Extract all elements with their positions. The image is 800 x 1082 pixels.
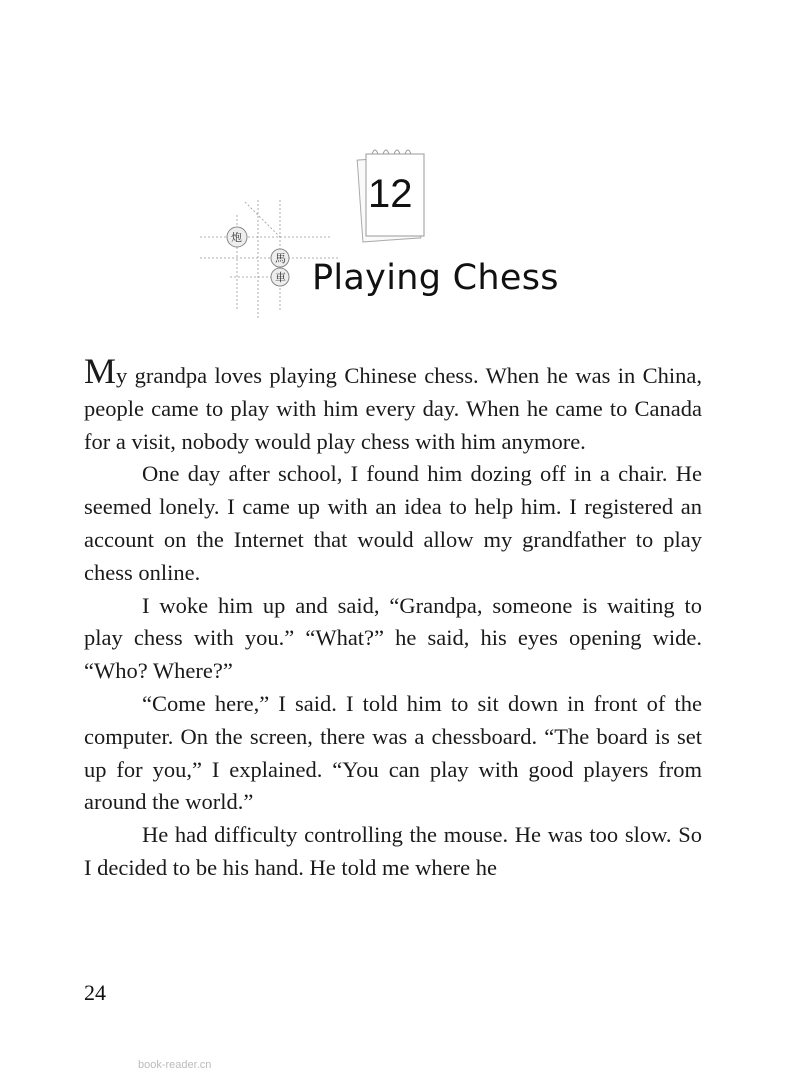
paragraph: One day after school, I found him dozing off in a chair. He seemed lonely. I came up with an idea to help him. I registered an account on the Internet that would allow my grandfather to play chess online. [84, 461, 702, 585]
paragraph: I woke him up and said, “Grandpa, someone is waiting to play chess with you.” “What?” he said, his eyes opening wide. “Who? Where?” [84, 592, 702, 684]
watermark: book-reader.cn [138, 1059, 212, 1071]
svg-text:馬: 馬 [275, 252, 286, 265]
chapter-body [84, 351, 702, 885]
paragraph: “Come here,” I said. I told him to sit down in front of the computer. On the screen, there was a chessboard. “The board is set up for you,” I explained. “You can play with good players from around the world.” [84, 690, 702, 815]
chapter-number: 12 [368, 172, 413, 216]
dropcap: M [84, 351, 117, 391]
paragraph: He had difficulty controlling the mouse. He was too slow. So I decided to be his hand. He told me where he [84, 822, 702, 880]
chapter-title: Playing Chess [312, 258, 559, 298]
svg-text:炮: 炮 [231, 231, 242, 244]
paragraph: My grandpa loves playing Chinese chess. When he was in China, people came to play with him every day. When he came to Canada for a visit, nobody would play chess with him anymore. [84, 351, 702, 454]
svg-text:車: 車 [275, 271, 286, 284]
page-number: 24 [84, 980, 106, 1005]
